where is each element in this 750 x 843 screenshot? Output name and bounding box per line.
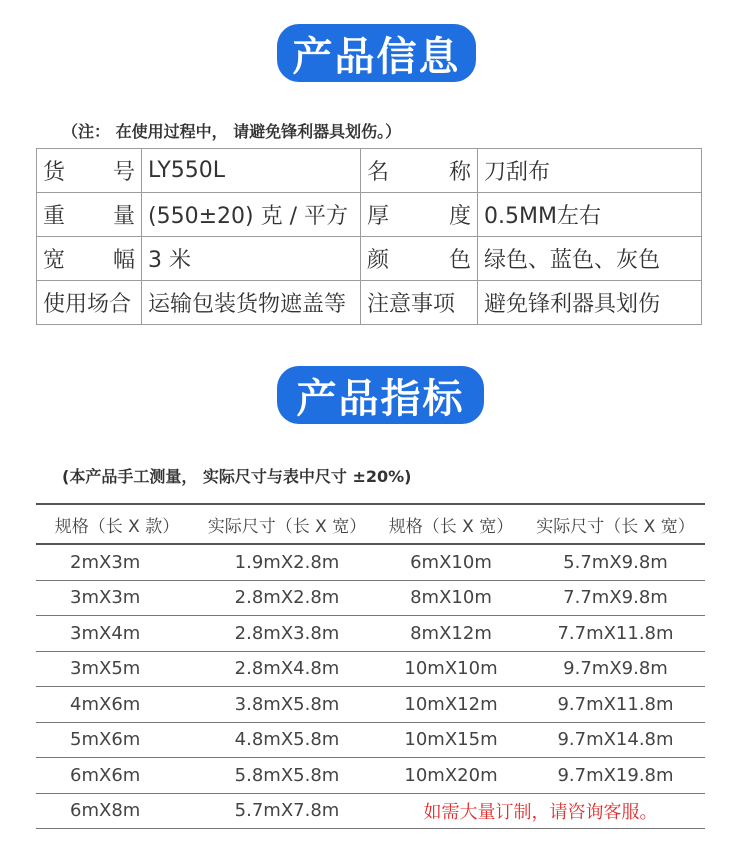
spec-cell: 8mX10m <box>376 580 526 616</box>
spec-cell: 2.8mX2.8m <box>198 580 376 616</box>
usage-note: （注： 在使用过程中， 请避免锋利器具划伤。） <box>62 122 402 141</box>
info-value: LY550L <box>142 149 361 193</box>
info-label: 注意事项 <box>361 281 478 325</box>
section-title-product-spec: 产品指标 <box>277 366 484 424</box>
info-label: 宽 幅 <box>37 237 142 281</box>
spec-cell: 6mX8m <box>36 793 198 829</box>
spec-row <box>36 722 705 758</box>
spec-header: 实际尺寸（长 X 宽） <box>198 504 376 544</box>
spec-cell: 3mX5m <box>36 651 198 687</box>
info-value: 刀刮布 <box>478 149 702 193</box>
spec-cell: 8mX12m <box>376 616 526 652</box>
custom-order-notice: 如需大量订制，请咨询客服。 <box>376 793 705 829</box>
info-value: 绿色、蓝色、灰色 <box>478 237 702 281</box>
spec-cell: 2.8mX4.8m <box>198 651 376 687</box>
spec-cell: 7.7mX11.8m <box>526 616 705 652</box>
spec-header: 规格（长 X 宽） <box>376 504 526 544</box>
spec-cell: 5.7mX7.8m <box>198 793 376 829</box>
spec-cell: 5.7mX9.8m <box>526 544 705 580</box>
spec-header: 实际尺寸（长 X 宽） <box>526 504 705 544</box>
spec-cell: 4.8mX5.8m <box>198 722 376 758</box>
info-label: 颜 色 <box>361 237 478 281</box>
info-value: (550±20) 克 / 平方 <box>142 193 361 237</box>
info-row <box>37 281 702 325</box>
info-value: 0.5MM左右 <box>478 193 702 237</box>
info-value: 3 米 <box>142 237 361 281</box>
product-info-table <box>36 148 702 325</box>
info-label: 名 称 <box>361 149 478 193</box>
spec-cell: 9.7mX14.8m <box>526 722 705 758</box>
spec-cell: 10mX10m <box>376 651 526 687</box>
spec-cell: 7.7mX9.8m <box>526 580 705 616</box>
spec-row <box>36 651 705 687</box>
spec-cell: 3.8mX5.8m <box>198 687 376 723</box>
size-spec-table <box>36 503 705 829</box>
spec-row <box>36 580 705 616</box>
spec-cell: 1.9mX2.8m <box>198 544 376 580</box>
spec-cell: 2.8mX3.8m <box>198 616 376 652</box>
spec-row <box>36 687 705 723</box>
info-value: 运输包装货物遮盖等 <box>142 281 361 325</box>
spec-cell: 3mX4m <box>36 616 198 652</box>
spec-cell: 9.7mX11.8m <box>526 687 705 723</box>
spec-cell: 10mX20m <box>376 758 526 794</box>
spec-cell: 10mX12m <box>376 687 526 723</box>
info-label: 货 号 <box>37 149 142 193</box>
spec-header: 规格（长 X 款） <box>36 504 198 544</box>
spec-cell: 6mX6m <box>36 758 198 794</box>
measurement-note: (本产品手工测量， 实际尺寸与表中尺寸 ±20%) <box>62 467 412 486</box>
info-row <box>37 193 702 237</box>
info-value: 避免锋利器具划伤 <box>478 281 702 325</box>
spec-row <box>36 616 705 652</box>
section-title-product-info: 产品信息 <box>277 24 476 82</box>
spec-row <box>36 758 705 794</box>
info-label: 使用场合 <box>37 281 142 325</box>
info-label: 厚 度 <box>361 193 478 237</box>
info-label: 重 量 <box>37 193 142 237</box>
info-row <box>37 149 702 193</box>
spec-cell: 6mX10m <box>376 544 526 580</box>
spec-row <box>36 793 705 829</box>
spec-cell: 10mX15m <box>376 722 526 758</box>
spec-cell: 9.7mX9.8m <box>526 651 705 687</box>
spec-cell: 5mX6m <box>36 722 198 758</box>
spec-row <box>36 544 705 580</box>
spec-cell: 3mX3m <box>36 580 198 616</box>
spec-cell: 4mX6m <box>36 687 198 723</box>
spec-cell: 5.8mX5.8m <box>198 758 376 794</box>
info-row <box>37 237 702 281</box>
spec-cell: 9.7mX19.8m <box>526 758 705 794</box>
spec-header-row <box>36 504 705 544</box>
spec-cell: 2mX3m <box>36 544 198 580</box>
